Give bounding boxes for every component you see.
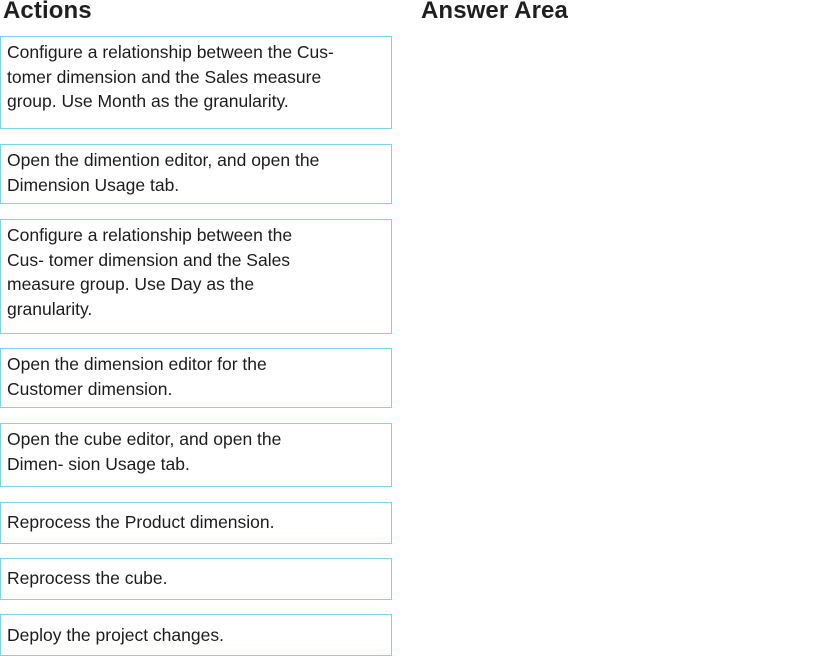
action-text-line: Dimen- sion Usage tab. [7,453,190,474]
action-item-deploy-project[interactable] [0,614,392,656]
action-text-line: Open the dimension editor for the [7,354,267,374]
action-text-line: Deploy the project changes. [7,625,224,645]
action-text-line: Open the cube editor, and open the [7,429,282,449]
action-text-line: Configure a relationship between the Cus- [7,42,334,62]
action-item-configure-month[interactable] [0,36,392,129]
action-text-line: Reprocess the Product dimension. [7,512,275,532]
actions-list [0,0,400,656]
action-text-line: Customer dimension. [7,378,173,399]
action-item-reprocess-cube[interactable] [0,558,392,600]
action-text-line: Dimension Usage tab. [7,174,180,195]
action-text-line: granularity. [7,298,93,319]
action-item-configure-day[interactable] [0,219,392,334]
action-text-line: Reprocess the cube. [7,568,168,588]
action-item-open-cube-editor[interactable] [0,423,392,487]
action-item-open-dimension-editor-customer[interactable] [0,348,392,408]
action-text-line: Configure a relationship between the [7,225,293,245]
action-item-open-dimension-editor-usage[interactable] [0,144,392,204]
action-item-reprocess-product[interactable] [0,502,392,544]
actions-heading: Actions [3,0,92,24]
answer-area-heading: Answer Area [421,0,568,24]
action-text-line: Open the dimention editor, and open the [7,150,320,170]
answer-area-dropzone[interactable] [410,34,810,654]
action-text-line: tomer dimension and the Sales measure [7,66,322,87]
action-text-line: group. Use Month as the granularity. [7,91,289,111]
action-text-line: Cus- tomer dimension and the Sales [7,249,291,270]
action-text-line: measure group. Use Day as the [7,274,255,294]
